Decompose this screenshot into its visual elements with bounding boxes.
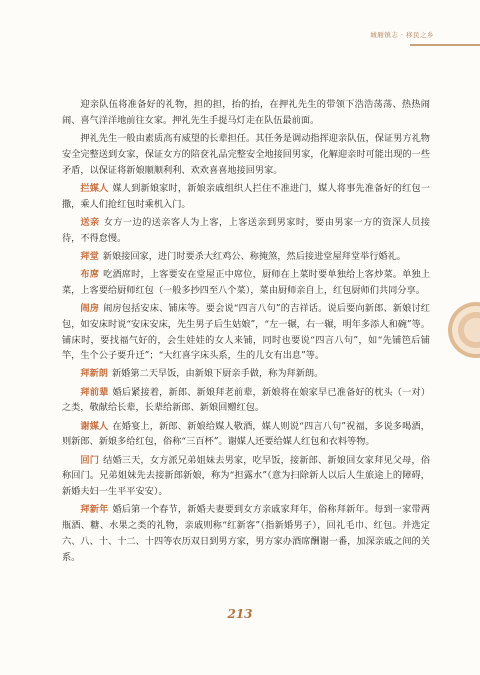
paragraph <box>62 502 430 565</box>
paragraph-text: 女方一边的送亲客人为上客，上客送亲到男家时，要由男家一方的资深人员接待，不得怠慢。 <box>62 216 431 244</box>
custom-term: 拜堂 <box>80 250 99 262</box>
page-header-label: 城厢镇志 · 移民之乡 <box>370 31 434 39</box>
paragraph-text: 结婚三天，女方派兄弟姐妹去男家，吃早饭，接新郎、新娘回女家拜见父母，俗称回门。兄弟姐妹先去接新郎新娘，称为“担露水”（意为扫除新人以后人生旅途上的障碍，新婚夫妇一生平平安安）。 <box>62 454 431 498</box>
custom-term: 拜新年 <box>80 504 109 516</box>
custom-term: 送亲 <box>80 216 100 228</box>
paragraph <box>62 267 430 299</box>
page-number: 213 <box>227 607 253 621</box>
paragraph-text: 新婚第二天早饭，由新娘下厨亲手做，称为拜新朗。 <box>111 368 324 380</box>
paragraph-text: 婚后紧接着，新郎、新娘拜老前辈，新娘将在娘家早已准备好的枕头（一对）之类，敬献给长辈，长辈给新郎、新娘回赠红包。 <box>62 386 431 414</box>
paragraph-text: 婚后第一个春节，新婚夫妻要到女方亲戚家拜年，俗称拜新年。每到一家带两瓶酒、糖、水果之类的礼物，亲戚则称“红新客”（指新婚男子），回礼毛巾、红包。并选定六、八、十、十二、十四等农历双日到男方家，男方家办酒席酬谢一番，加深亲戚之间的关系。 <box>62 504 431 563</box>
paragraph-text: 媒人到新娘家时，新娘亲戚组织人拦住不准进门，媒人将事先准备好的红包一撒，乘人们抢红包时乘机入门。 <box>62 182 431 210</box>
custom-term: 谢媒人 <box>80 420 109 432</box>
paragraph <box>62 453 430 500</box>
custom-term: 拜前辈 <box>80 386 109 398</box>
custom-term: 拦媒人 <box>80 182 109 194</box>
custom-term: 回门 <box>80 454 100 466</box>
paragraph <box>62 419 430 451</box>
custom-term: 闹房 <box>80 302 100 314</box>
custom-term: 布席 <box>80 268 100 280</box>
paragraph <box>62 385 430 417</box>
paragraph <box>62 215 430 247</box>
paragraph-text: 迎亲队伍将准备好的礼物，担的担，抬的抬，在押礼先生的带领下浩浩荡荡、热热闹闹、喜气洋洋地前往女家。押礼先生手提马灯走在队伍最前面。 <box>62 99 430 126</box>
paragraph-text: 押礼先生一般由素质高有威望的长辈担任。其任务是调动指挥迎亲队伍，保证男方礼物安全完整送到女家，保证女方的陪奁礼品完整安全地接回男家，化解迎亲时可能出现的一些矛盾，以保证将新娘顺顺利利、欢欢喜喜地接回男家。 <box>62 132 430 176</box>
paragraph <box>62 301 430 364</box>
paragraph-text: 吃酒席时，上客要安在堂屋正中席位，厨师在上菜时要单独给上客炒菜。单独上菜，上客要给厨师红包（一般多抄四至八个菜），菜由厨师亲自上，红包厨师们共同分享。 <box>62 268 431 296</box>
body-text <box>62 97 430 568</box>
decorative-medallion <box>448 302 480 358</box>
paragraph <box>62 97 430 129</box>
paragraph-text: 新娘接回家，进门时要杀大红鸡公、称掩煞，然后接进堂屋拜堂举行婚礼。 <box>102 250 406 262</box>
paragraph <box>62 131 430 178</box>
paragraph-text: 在婚宴上，新郎、新娘给媒人敬酒，媒人则说“四言八句”祝福，多说多喝酒，则新郎、新娘多给红包，俗称“三百杯”。谢媒人还要给媒人红包和衣料等物。 <box>62 420 430 448</box>
page-header-bar <box>410 44 480 46</box>
paragraph <box>62 366 430 382</box>
custom-term: 拜新朗 <box>80 368 108 380</box>
paragraph-text: 闹房包括安床、铺床等。要会说“四言八句”的吉祥话。说后要向新郎、新娘讨红包，如安床时说“安床安床，先生男子后生姑娘”，“左一辗，右一辗，明年多添人和碗”等。铺床时，要找福气好的，会生娃娃的女人来铺，同时也要说“四言八句”，如“先铺笆后铺竿，生个公子要升迁”；“大红喜字床头系，生的儿女有出息”等。 <box>62 302 430 362</box>
paragraph <box>62 181 430 213</box>
paragraph <box>62 249 430 265</box>
